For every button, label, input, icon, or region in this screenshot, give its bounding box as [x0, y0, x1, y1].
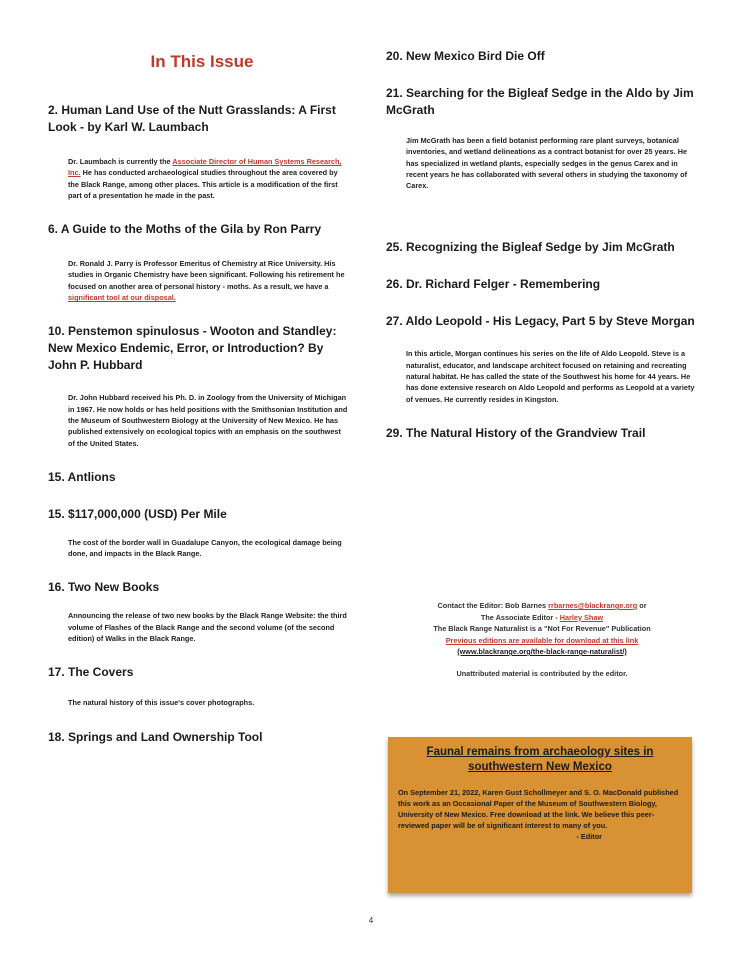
article-entry	[48, 221, 348, 303]
unattributed-note: Unattributed material is contributed by the editor.	[456, 668, 628, 678]
faunal-remains-callout	[388, 737, 692, 893]
article-heading: 15. $117,000,000 (USD) Per Mile	[48, 506, 227, 521]
in-this-issue-title: In This Issue	[150, 52, 254, 71]
article-entry	[386, 425, 698, 442]
article-description: Dr. Laumbach is currently the Associate Director of Human Systems Research, Inc. He has conducted archaeological studies throughout the area covered by the Black Range, among other places. This article is a modification of the first part of a presentation he made in the past.	[68, 157, 342, 200]
article-entry	[386, 276, 698, 293]
article-description: Jim McGrath has been a field botanist performing rare plant surveys, botanical inventories, and wetland delineations as a contract botanist for over 25 years. He has specialized in wetland plants, especially sedges in the genus Carex and in recent years he has collaborated with several others in studying the taxonomy of Carex.	[406, 136, 688, 191]
editor-contact-block	[386, 600, 698, 679]
article-entry	[48, 729, 348, 746]
contact-line: Contact the Editor: Bob Barnes rrbarnes@blackrange.org or	[437, 601, 647, 610]
editor-email-link[interactable]: rrbarnes@blackrange.org	[548, 601, 638, 610]
article-heading: 26. Dr. Richard Felger - Remembering	[386, 277, 601, 292]
article-heading: 10. Penstemon spinulosus - Wooton and Standley: New Mexico Endemic, Error, or Introduction? By John P. Hubbard	[48, 324, 337, 373]
article-entry	[48, 664, 348, 708]
article-description: Dr. John Hubbard received his Ph. D. in Zoology from the University of Michigan in 1967. He now holds or has held positions with the Smithsonian Institution and the Museum of Southwestern Biology at the University of New Mexico. He has published extensively on ecological topics with an emphasis on the southwest of the United States.	[68, 393, 348, 448]
article-heading: 20. New Mexico Bird Die Off	[386, 49, 545, 63]
article-description: Dr. Ronald J. Parry is Professor Emeritus of Chemistry at Rice University. His studies in Organic Chemistry have been significant. Following his retirement he focused on another area of personal history - moths. As a result, we have a significant tool at our disposal.	[68, 259, 345, 303]
article-heading: 15. Antlions	[48, 469, 116, 484]
article-entry	[48, 323, 348, 448]
faunal-remains-description: On September 21, 2022, Karen Gust Schollmeyer and S. O. MacDonald published this work as an Occasional Paper of the Museum of Southwestern Biology, University of New Mexico. Free download at the link. We believe this peer-reviewed paper will be of significant interest to many of you.	[398, 788, 679, 830]
hsr-link[interactable]: Associate Director of Human Systems Research, Inc.	[68, 157, 342, 178]
article-heading: 29. The Natural History of the Grandview Trail	[386, 425, 646, 440]
article-entry	[386, 313, 698, 404]
page-number: 4	[368, 916, 374, 925]
article-entry	[386, 85, 698, 191]
article-heading: 18. Springs and Land Ownership Tool	[48, 729, 263, 744]
article-entry	[48, 506, 348, 560]
right-column	[386, 48, 698, 442]
contact-line: The Associate Editor - Harley Shaw	[480, 612, 604, 622]
left-column	[48, 48, 348, 746]
article-heading: 16. Two New Books	[48, 580, 160, 595]
article-entry	[48, 579, 348, 644]
article-entry	[386, 239, 698, 256]
article-heading: 25. Recognizing the Bigleaf Sedge by Jim McGrath	[386, 240, 675, 255]
article-entry	[386, 48, 698, 65]
article-description: The natural history of this issue's cover photographs.	[68, 698, 255, 708]
publication-note: The Black Range Naturalist is a "Not For Revenue" Publication	[433, 624, 651, 633]
previous-editions-link[interactable]: Previous editions are available for download at this link	[445, 635, 639, 645]
faunal-remains-link[interactable]: Faunal remains from archaeology sites in southwestern New Mexico	[426, 746, 654, 773]
article-heading: 2. Human Land Use of the Nutt Grasslands: A First Look - by Karl W. Laumbach	[48, 103, 336, 134]
article-description: The cost of the border wall in Guadalupe Canyon, the ecological damage being done, and impacts in the Black Range.	[68, 537, 342, 559]
naturalist-archive-link[interactable]: (www.blackrange.org/the-black-range-naturalist/)	[457, 647, 627, 656]
article-entry	[48, 469, 348, 486]
article-description: Announcing the release of two new books by the Black Range Website: the third volume of Flashes of the Black Range and the second volume (of the second edition) of Walks in the Black Range.	[68, 611, 347, 644]
editor-signoff: - Editor	[576, 832, 602, 841]
associate-editor-link[interactable]: Harley Shaw	[559, 612, 604, 622]
article-heading: 21. Searching for the Bigleaf Sedge in the Aldo by Jim McGrath	[386, 86, 694, 117]
article-entry	[48, 102, 348, 201]
article-description: In this article, Morgan continues his series on the life of Aldo Leopold. Steve is a naturalist, educator, and landscape architect focused on retaining and recreating natural habitat. He has called the state of the Southwest his home for 44 years. He has done extensive research on Aldo Leopold and performs as Leopold at a variety of venues. He currently resides in Kingston.	[406, 349, 695, 404]
article-heading: 17. The Covers	[48, 665, 134, 680]
moth-guide-link[interactable]: significant tool at our disposal.	[68, 293, 176, 303]
article-heading: 27. Aldo Leopold - His Legacy, Part 5 by Steve Morgan	[386, 314, 695, 329]
article-heading: 6. A Guide to the Moths of the Gila by Ron Parry	[48, 222, 322, 237]
